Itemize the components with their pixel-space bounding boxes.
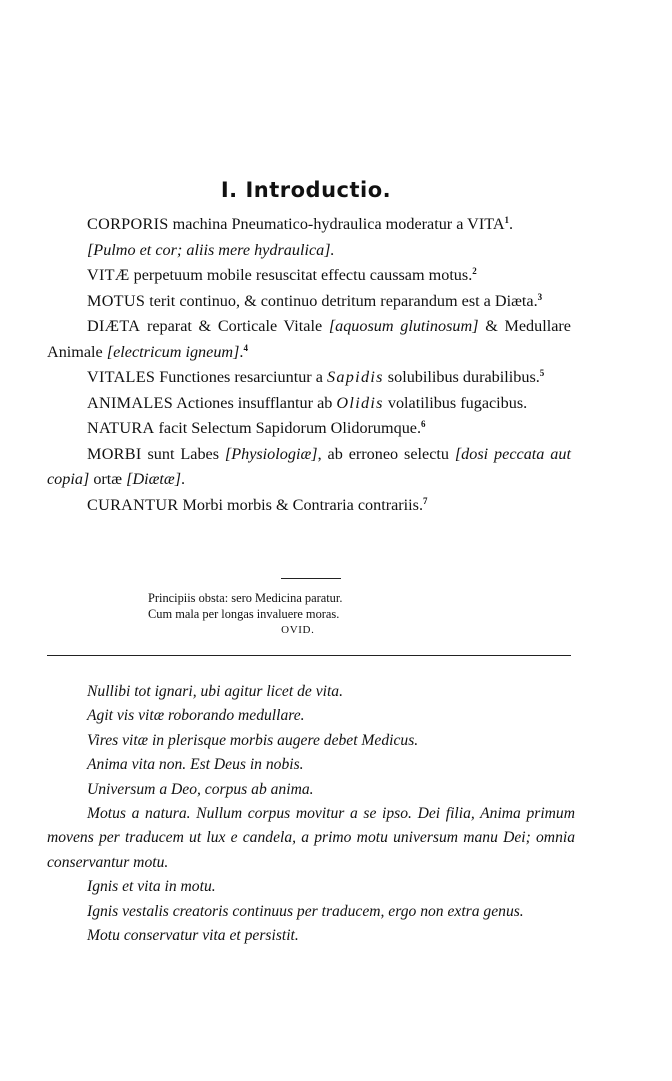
chapter-heading: I. Introductio. (220, 178, 392, 202)
paragraph-text: . (181, 470, 186, 488)
keyword: ANIMALES (87, 393, 174, 412)
aphorism: Anima vita non. Est Deus in nobis. (87, 756, 304, 774)
short-divider (281, 578, 341, 579)
paragraph-text: reparat & Corticale Vitale (140, 317, 329, 335)
paragraph-text: & Medullare Animale (47, 317, 571, 361)
paragraph-text: volatilibus fugacibus. (383, 393, 528, 412)
footnote-marker: 7 (423, 495, 428, 506)
aphorism: Motus a natura. Nullum corpus movitur a se ipso. Dei filia, Anima primum movens per traducem ut lux e candela, a primo motu universum manu Dei; omnia conservantur motu. (47, 805, 575, 871)
epigraph (148, 590, 342, 638)
aphorism: Agit vis vitæ roborando medullare. (87, 707, 305, 725)
paragraph-text: Functiones resarciuntur a (155, 368, 327, 386)
aphorisms (47, 680, 575, 948)
footnote-marker: 3 (537, 291, 543, 302)
paragraph-text: ortæ (89, 470, 127, 488)
paragraph-text: Morbi morbis & Contraria contrariis. (178, 495, 424, 514)
footnote-marker: 1 (504, 215, 510, 225)
paragraph-animales (47, 391, 571, 417)
aphorism: Nullibi tot ignari, ubi agitur licet de vita. (87, 683, 343, 700)
main-text (47, 212, 571, 518)
italic-phrase: [aquosum glutinosum] (328, 317, 479, 335)
italic-phrase: [Diætæ] (126, 470, 182, 488)
paragraph-pulmo: [Pulmo et cor; aliis mere hydraulica]. (87, 240, 335, 259)
paragraph-text: facit Selectum Sapidorum Olidorumque. (154, 419, 422, 437)
paragraph-text: solubilibus durabilibus. (383, 368, 540, 386)
paragraph-text: perpetuum mobile resuscitat effectu caussam motus. (129, 266, 473, 284)
italic-phrase: [electricum igneum] (106, 342, 240, 361)
italic-phrase: Olidis (336, 393, 384, 412)
paragraph-text: Actiones insufflantur ab (173, 393, 337, 412)
keyword: CURANTUR (87, 495, 179, 514)
epigraph-line: Cum mala per longas invaluere moras. (148, 607, 340, 621)
paragraph-text: . (509, 215, 514, 233)
aphorism: Ignis et vita in motu. (87, 878, 216, 896)
aphorism: Motu conservatur vita et persistit. (87, 927, 299, 945)
epigraph-line: Principiis obsta: sero Medicina paratur. (148, 591, 343, 605)
paragraph-text: sunt Labes (141, 444, 225, 463)
aphorism: Ignis vestalis creatoris continuus per traducem, ergo non extra genus. (87, 902, 524, 920)
keyword: VITALES (87, 368, 156, 386)
paragraph-vitales (47, 365, 571, 391)
paragraph-morbi (47, 442, 571, 493)
long-divider (47, 655, 571, 656)
keyword: NATURA (87, 419, 155, 437)
paragraph-text: . (239, 342, 244, 361)
keyword: DIÆTA (87, 317, 141, 335)
paragraph-text: machina Pneumatico-hydraulica moderatur a VITA (168, 215, 505, 233)
keyword: MORBI (87, 444, 142, 463)
italic-phrase: [Physiologiæ] (224, 444, 318, 463)
paragraph-text: terit continuo, & continuo detritum reparandum est a Diæta. (145, 291, 538, 310)
footnote-marker: 2 (472, 266, 477, 276)
keyword: CORPORIS (87, 215, 169, 233)
keyword: VITÆ (87, 266, 130, 284)
footnote-marker: 5 (539, 368, 545, 378)
paragraph-curantur (47, 493, 571, 519)
paragraph-motus (47, 289, 571, 315)
paragraph-corporis (47, 212, 571, 238)
paragraph-text: , ab erroneo selectu (317, 444, 455, 463)
aphorism: Vires vitæ in plerisque morbis augere debet Medicus. (87, 731, 419, 749)
epigraph-author: OVID. (281, 624, 315, 636)
keyword: MOTUS (87, 291, 146, 310)
aphorism: Universum a Deo, corpus ab anima. (87, 780, 314, 798)
italic-phrase: [dosi peccata aut copia] (47, 444, 571, 488)
paragraph-natura (47, 416, 571, 442)
italic-phrase: Sapidis (326, 368, 384, 386)
footnote-marker: 6 (421, 419, 426, 429)
paragraph-diaeta (47, 314, 571, 365)
paragraph-vitae (47, 263, 571, 289)
footnote-marker: 4 (243, 342, 248, 353)
